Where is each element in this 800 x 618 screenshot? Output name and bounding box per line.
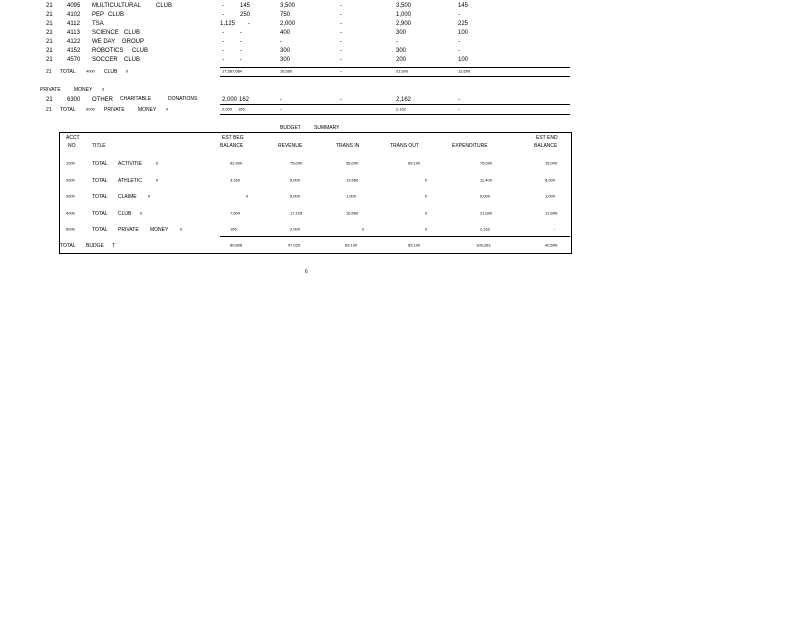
title-text-2: MONEY xyxy=(138,107,157,113)
end-balance: - xyxy=(458,48,460,54)
zero-value: 0 xyxy=(140,210,143,215)
acct-no: 1000 xyxy=(66,161,75,166)
zero-value: 0 xyxy=(180,227,183,232)
acct-no: 4113 xyxy=(67,30,80,36)
end-balance: 100 xyxy=(458,30,469,36)
fund-code: 21 xyxy=(46,48,53,54)
acct-no: 4152 xyxy=(67,48,81,54)
revenue-value-2: - xyxy=(280,97,282,103)
section-label: PRIVATE xyxy=(40,87,61,93)
title-text: ACTIVITIE xyxy=(118,161,142,167)
title-text-2: MONEY xyxy=(150,227,169,233)
expenditure-value: 3,500 xyxy=(396,3,412,9)
trans-value: - xyxy=(340,30,342,36)
beg-balance: 3,160 xyxy=(230,177,241,182)
trans-out-value: 0 xyxy=(425,177,428,182)
end-balance: 100 xyxy=(458,57,469,63)
end-balance: 12,699 xyxy=(545,210,558,215)
acct-no: 4000 xyxy=(86,69,95,74)
revenue-value: 250 xyxy=(240,12,251,18)
end-balance: 1,000 xyxy=(545,194,556,199)
title-text-3: DONATIONS xyxy=(168,96,198,102)
col-title: TITLE xyxy=(92,143,106,149)
expenditure-value: 108,263 xyxy=(476,243,491,248)
col-trans-out: TRANS OUT xyxy=(390,143,419,149)
title-text: CLUB xyxy=(104,69,118,75)
beg-balance: 1,125 xyxy=(220,21,236,27)
beg-balance: - xyxy=(222,3,224,9)
total-label: TOTAL xyxy=(60,69,76,75)
trans-value: - xyxy=(340,21,342,27)
revenue-value-2: 3,500 xyxy=(280,3,296,9)
expenditure-value: 21,600 xyxy=(480,210,493,215)
expenditure-value: 1,000 xyxy=(396,12,412,18)
expenditure-value: 11,400 xyxy=(480,177,492,182)
col-balance: BALANCE xyxy=(220,143,244,149)
col-est-end: EST END xyxy=(536,135,558,141)
trans-value: - xyxy=(340,48,342,54)
zero-value: 0 xyxy=(156,177,159,182)
beg-balance: 7,504 xyxy=(230,210,241,215)
col-revenue: REVENUE xyxy=(278,143,303,149)
revenue-value-2: 400 xyxy=(280,30,291,36)
zero-value: 0 xyxy=(148,194,151,199)
beg-balance: 0 xyxy=(246,194,249,199)
trans-in-value: 13,560 xyxy=(346,177,359,182)
fund-code: 21 xyxy=(46,69,52,75)
subtotal-rule xyxy=(220,67,570,68)
revenue-value: - xyxy=(248,21,250,27)
trans-out-value: 69,100 xyxy=(408,243,421,248)
trans-value: - xyxy=(340,57,342,63)
revenue-value-2: - xyxy=(280,39,282,45)
acct-no: 4095 xyxy=(67,3,81,9)
revenue-value: - xyxy=(240,30,242,36)
title-text: SCIENCE xyxy=(92,30,119,36)
total-label-2: BUDGE xyxy=(86,243,104,249)
title-text: WE DAY xyxy=(92,39,116,45)
trans-out-value: 0 xyxy=(425,194,428,199)
revenue-value: - xyxy=(240,57,242,63)
revenue-value: 17,105 xyxy=(290,210,303,215)
beg-balance: 165 xyxy=(230,227,237,232)
title-text: ROBOTICS xyxy=(92,48,124,54)
expenditure-value: 300 xyxy=(396,30,407,36)
title-text-2: CLUB xyxy=(124,57,141,63)
total-label: TOTAL xyxy=(92,210,108,217)
trans-out-value: 69,100 xyxy=(408,161,421,166)
expenditure-value: - xyxy=(396,39,398,45)
total-label-3: T xyxy=(112,243,116,249)
acct-no: 6300 xyxy=(67,97,81,103)
acct-no: 4570 xyxy=(67,57,81,63)
end-balance: 145 xyxy=(458,3,469,9)
total-label: TOTAL xyxy=(92,227,108,233)
trans-value: - xyxy=(340,12,342,18)
acct-no: 6000 xyxy=(66,227,75,232)
end-balance: - xyxy=(458,107,460,113)
acct-no: 4122 xyxy=(67,39,81,45)
beg-balance: - xyxy=(222,30,224,36)
col-est-beg: EST BEG xyxy=(222,135,244,141)
summary-title-2: SUMMARY xyxy=(314,125,340,131)
beg-balance: - xyxy=(222,39,224,45)
title-text: SOCCER xyxy=(92,57,118,63)
fund-code: 21 xyxy=(46,97,53,103)
beg-balance: 80,808 xyxy=(230,243,243,248)
section-label-2: MONEY xyxy=(74,87,93,93)
beg-balance: 17,587,684 xyxy=(222,69,243,74)
zero-value: 0 xyxy=(102,87,105,92)
trans-value: - xyxy=(340,69,342,75)
zero-value: 0 xyxy=(166,107,169,112)
title-text-2: GROUP xyxy=(122,39,145,45)
expenditure-value: 75,000 xyxy=(480,161,493,166)
col-end-balance: BALANCE xyxy=(534,143,558,149)
acct-no: 3000 xyxy=(66,194,75,199)
total-label: TOTAL xyxy=(60,107,76,113)
beg-balance: - xyxy=(222,12,224,18)
col-acct: ACCT xyxy=(66,135,80,141)
trans-in-value: 1,000 xyxy=(346,194,357,199)
trans-in-value: 69,100 xyxy=(345,243,358,248)
revenue-value: 2,000 xyxy=(290,227,301,232)
expenditure-value: 200 xyxy=(396,57,407,63)
revenue-value: - xyxy=(240,48,242,54)
total-rule xyxy=(220,76,570,77)
end-balance: 15,000 xyxy=(545,161,558,166)
title-text: CLUB xyxy=(118,210,132,217)
summary-subtotal-rule xyxy=(220,236,570,237)
zero-value: 0 xyxy=(156,161,159,166)
revenue-value: 97,025 xyxy=(288,243,301,248)
fund-code: 21 xyxy=(46,57,53,63)
revenue-value: 165 xyxy=(238,107,245,112)
trans-in-value: 0 xyxy=(362,227,365,232)
trans-value: - xyxy=(340,39,342,45)
revenue-value: - xyxy=(240,39,242,45)
title-text-2: CLUB xyxy=(124,30,141,36)
expenditure-value: 21,600 xyxy=(396,69,409,74)
fund-code: 21 xyxy=(46,30,53,36)
revenue-value-2: 750 xyxy=(280,12,291,18)
acct-no: 4000 xyxy=(66,210,75,215)
title-text: PEP xyxy=(92,12,105,18)
title-text-2: CLUB xyxy=(156,3,173,9)
acct-no: 2000 xyxy=(66,177,75,182)
title-text-2: CHARITABLE xyxy=(120,96,152,102)
acct-no: 4112 xyxy=(67,21,80,27)
title-text: TSA xyxy=(92,21,104,27)
revenue-value: 162 xyxy=(239,97,250,103)
fund-code: 21 xyxy=(46,12,53,18)
total-rule xyxy=(220,114,570,115)
acct-no: 6000 xyxy=(86,107,95,112)
end-balance: - xyxy=(458,12,460,18)
revenue-value-2: - xyxy=(280,107,282,113)
expenditure-value: 2,162 xyxy=(396,107,407,112)
title-text: ATHLETIC xyxy=(118,177,142,184)
page-number: 6 xyxy=(305,269,308,275)
revenue-value: 16,560 xyxy=(280,69,293,74)
end-balance: 12,699 xyxy=(458,69,471,74)
trans-out-value: 0 xyxy=(425,210,428,215)
col-expenditure: EXPENDITURE xyxy=(452,143,488,149)
expenditure-value: 2,900 xyxy=(396,21,412,27)
trans-value: - xyxy=(340,3,342,9)
revenue-value: 5,000 xyxy=(290,194,301,199)
end-balance: 40,699 xyxy=(545,243,558,248)
col-no: NO xyxy=(68,143,76,149)
expenditure-value: 2,162 xyxy=(480,227,491,232)
end-balance: - xyxy=(554,227,556,232)
revenue-value: 5,000 xyxy=(290,177,301,182)
end-balance: 8,000 xyxy=(545,177,556,182)
subtotal-rule xyxy=(220,104,570,105)
col-trans-in: TRANS IN xyxy=(336,143,360,149)
fund-code: 21 xyxy=(46,39,53,45)
fund-code: 21 xyxy=(46,107,52,113)
end-balance: - xyxy=(458,39,460,45)
beg-balance: 2,000 xyxy=(222,97,238,103)
trans-in-value: 35,000 xyxy=(346,161,359,166)
beg-balance: 2,000 xyxy=(222,107,233,112)
title-text: MULTICULTURAL xyxy=(92,3,141,9)
fund-code: 21 xyxy=(46,21,53,27)
total-label: TOTAL xyxy=(92,177,108,184)
zero-value: 0 xyxy=(126,69,129,74)
expenditure-value: 2,162 xyxy=(396,97,412,103)
expenditure-value: 5,000 xyxy=(480,194,491,199)
trans-in-value: 16,560 xyxy=(346,210,359,215)
revenue-value: 75,000 xyxy=(290,161,303,166)
trans-out-value: 0 xyxy=(425,227,428,232)
title-text: PRIVATE xyxy=(118,227,139,233)
end-balance: - xyxy=(458,97,460,103)
trans-value: - xyxy=(340,97,342,103)
revenue-value-2: 300 xyxy=(280,48,291,54)
revenue-value: 145 xyxy=(240,3,251,9)
summary-title: BUDGET xyxy=(280,125,301,131)
title-text-2: CLUB xyxy=(108,12,125,18)
title-text: OTHER xyxy=(92,97,113,103)
beg-balance: - xyxy=(222,57,224,63)
total-label: TOTAL xyxy=(92,194,108,200)
beg-balance: - xyxy=(222,48,224,54)
expenditure-value: 300 xyxy=(396,48,407,54)
end-balance: 225 xyxy=(458,21,469,27)
total-label: TOTAL xyxy=(60,243,76,249)
fund-code: 21 xyxy=(46,3,53,9)
revenue-value-2: 300 xyxy=(280,57,291,63)
total-label: TOTAL xyxy=(92,161,108,167)
title-text: CLAIME xyxy=(118,194,137,200)
acct-no: 4102 xyxy=(67,12,81,18)
title-text-2: CLUB xyxy=(132,48,149,54)
beg-balance: 62,400 xyxy=(230,161,243,166)
title-text: PRIVATE xyxy=(104,107,125,113)
revenue-value-2: 2,000 xyxy=(280,21,296,27)
